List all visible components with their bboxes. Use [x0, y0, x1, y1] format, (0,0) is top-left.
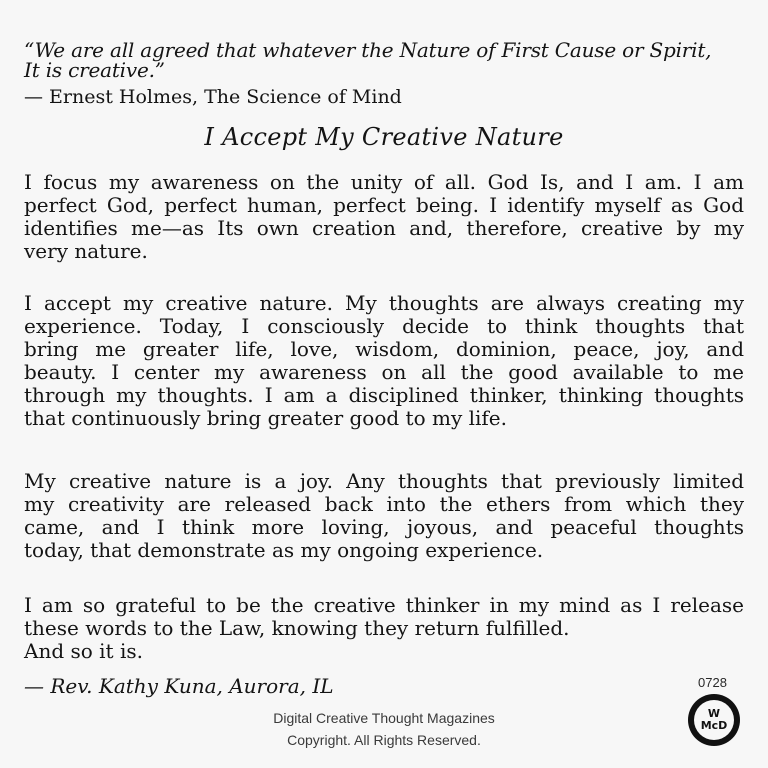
logo-text-top: W: [707, 707, 721, 720]
text-line: through my thoughts. I am a disciplined thinker, thinking thoughts: [24, 383, 744, 407]
author-attribution: — Rev. Kathy Kuna, Aurora, IL: [24, 674, 334, 698]
epigraph-quote-line: “We are all agreed that whatever the Nature of First Cause or Spirit,: [24, 38, 712, 62]
epigraph-quote-line: It is creative.”: [24, 58, 165, 82]
paragraph-1: [24, 171, 744, 263]
paragraph-2: [24, 292, 744, 430]
paragraph-4: [24, 594, 744, 663]
text-line: bring me greater life, love, wisdom, dominion, peace, joy, and: [24, 337, 744, 361]
text-line: identifies me—as Its own creation and, therefore, creative by my: [24, 216, 744, 240]
epigraph-quote: [24, 40, 744, 80]
epigraph-attribution: — Ernest Holmes, The Science of Mind: [24, 86, 402, 108]
paragraph-3: [24, 470, 744, 562]
text-line: experience. Today, I consciously decide to think thoughts that: [24, 314, 744, 338]
text-line: My creative nature is a joy. Any thoughts that previously limited: [24, 469, 744, 493]
text-line: And so it is.: [24, 639, 143, 663]
text-line: very nature.: [24, 239, 148, 263]
page-title: I Accept My Creative Nature: [204, 123, 564, 151]
footer-copyright: Copyright. All Rights Reserved.: [287, 732, 481, 748]
text-line: that continuously bring greater good to my life.: [24, 406, 507, 430]
text-line: beauty. I center my awareness on all the good available to me: [24, 360, 744, 384]
text-line: these words to the Law, knowing they return fulfilled.: [24, 616, 570, 640]
text-line: my creativity are released back into the ethers from which they: [24, 492, 744, 516]
issue-code: 0728: [698, 675, 727, 690]
text-line: I am so grateful to be the creative thinker in my mind as I release: [24, 593, 744, 617]
text-line: I accept my creative nature. My thoughts are always creating my: [24, 291, 744, 315]
text-line: perfect God, perfect human, perfect being. I identify myself as God: [24, 193, 744, 217]
text-line: today, that demonstrate as my ongoing experience.: [24, 538, 544, 562]
logo-text-bottom: McD: [700, 719, 728, 732]
footer-publisher: Digital Creative Thought Magazines: [273, 710, 495, 726]
text-line: came, and I think more loving, joyous, and peaceful thoughts: [24, 515, 744, 539]
text-line: I focus my awareness on the unity of all. God Is, and I am. I am: [24, 170, 744, 194]
